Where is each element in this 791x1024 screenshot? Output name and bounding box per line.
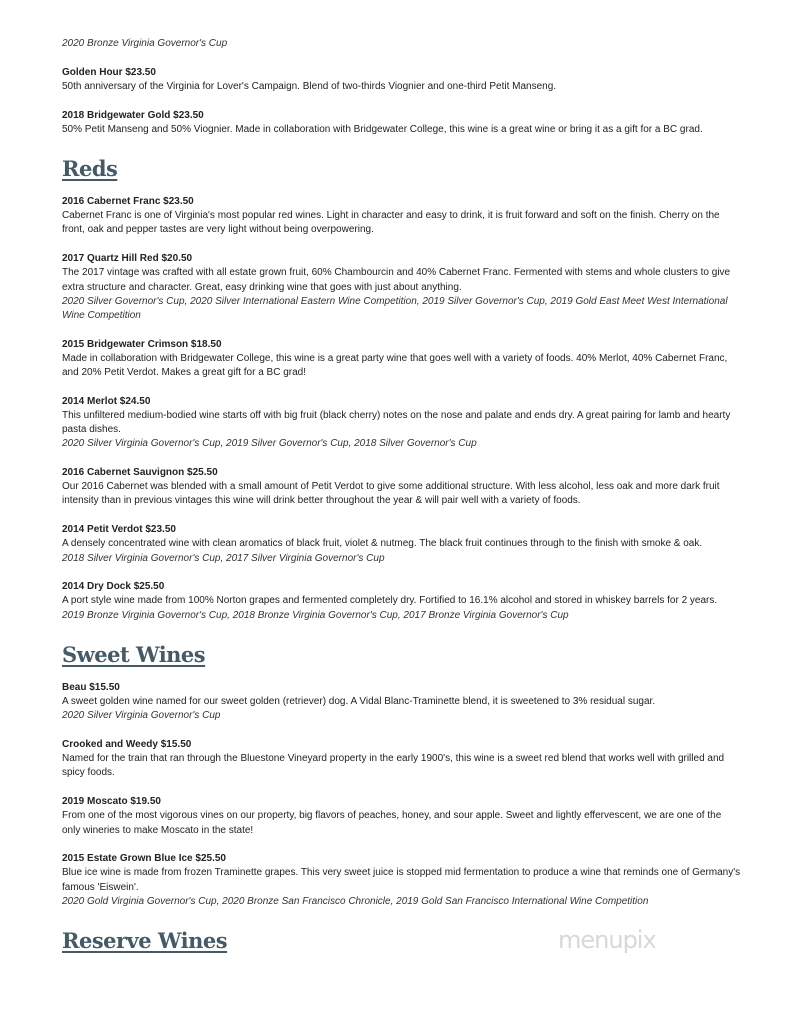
wine-awards: 2020 Gold Virginia Governor's Cup, 2020 Bronze San Francisco Chronicle, 2019 Gold San Francisco International Wine Competition [62,895,649,907]
wine-entry [62,523,742,566]
wine-description: Our 2016 Cabernet was blended with a small amount of Petit Verdot to give some additional structure. With less alcohol, less oak and more dark fruit intensity than in previous vintages this wine will drink better throughout the year & will pair well with a variety of foods. [62,481,720,507]
wine-entry [62,395,742,452]
wine-title: 2016 Cabernet Sauvignon $25.50 [62,467,218,479]
wine-title: 2015 Estate Grown Blue Ice $25.50 [62,853,226,865]
menu-section [62,37,742,137]
wine-title: Beau $15.50 [62,681,120,693]
section-heading: Reserve Wines [62,928,228,954]
wine-title: 2016 Cabernet Franc $23.50 [62,196,194,208]
wine-description: Blue ice wine is made from frozen Traminette grapes. This very sweet juice is stopped mid fermentation to produce a wine that reminds one of Germany's famous 'Eiswein'. [62,867,741,893]
wine-title: 2018 Bridgewater Gold $23.50 [62,109,204,121]
wine-entry [62,580,742,623]
wine-awards: 2020 Silver Virginia Governor's Cup, 2019 Silver Governor's Cup, 2018 Silver Governor's Cup [62,438,477,450]
wine-entry [62,109,742,137]
wine-awards: 2019 Bronze Virginia Governor's Cup, 2018 Bronze Virginia Governor's Cup, 2017 Bronze Virginia Governor's Cup [62,609,569,621]
wine-entry [62,681,742,724]
wine-title: 2015 Bridgewater Crimson $18.50 [62,338,222,350]
wine-description: A densely concentrated wine with clean aromatics of black fruit, violet & nutmeg. The black fruit continues through to the finish with smoke & oak. [62,538,703,550]
wine-description: 50th anniversary of the Virginia for Lover's Campaign. Blend of two-thirds Viognier and one-third Petit Manseng. [62,80,557,92]
wine-entry [62,37,742,51]
wine-description: Named for the train that ran through the Bluestone Vineyard property in the early 1900's, this wine is a sweet red blend that works well with grilled and spicy foods. [62,753,725,779]
menu-section [62,641,742,909]
wine-entry [62,252,742,323]
wine-awards: 2020 Silver Virginia Governor's Cup [62,710,221,722]
wine-title: 2019 Moscato $19.50 [62,796,161,808]
wine-entry [62,852,742,909]
menu-section [62,155,742,623]
wine-description: 50% Petit Manseng and 50% Viognier. Made in collaboration with Bridgewater College, this wine is a great wine or bring it as a gift for a BC grad. [62,123,703,135]
wine-entry [62,338,742,381]
wine-title: Golden Hour $23.50 [62,66,156,78]
section-heading: Sweet Wines [62,641,206,667]
wine-description: A port style wine made from 100% Norton grapes and fermented completely dry. Fortified to 16.1% alcohol and stored in whiskey barrels for 2 years. [62,595,718,607]
wine-description: Made in collaboration with Bridgewater College, this wine is a great party wine that goes well with a variety of foods. 40% Merlot, 40% Cabernet Franc, and 20% Petit Verdot. Makes a great gift for a BC grad! [62,352,728,379]
wine-description: This unfiltered medium-bodied wine starts off with big fruit (black cherry) notes on the nose and palate and ends dry. A great pairing for lamb and hearty pasta dishes. [62,409,731,436]
wine-awards: 2020 Silver Governor's Cup, 2020 Silver International Eastern Wine Competition, 2019 Silver Governor's Cup, 2019 Gold East Meet West International Wine Competition [62,295,728,321]
wine-title: Crooked and Weedy $15.50 [62,739,192,750]
menupix-watermark: menupix [558,926,656,954]
wine-menu [62,37,742,967]
wine-description: A sweet golden wine named for our sweet golden (retriever) dog. A Vidal Blanc-Traminette blend, it is sweetened to 3% residual sugar. [62,696,656,708]
wine-awards: 2018 Silver Virginia Governor's Cup, 2017 Silver Virginia Governor's Cup [62,552,385,564]
wine-entry [62,66,742,94]
wine-title: 2014 Petit Verdot $23.50 [62,524,176,536]
wine-description: Cabernet Franc is one of Virginia's most popular red wines. Light in character and easy to drink, it is fruit forward and soft on the finish. Cherry on the front, oak and pepper tastes are very light without being overpowering. [62,210,720,236]
wine-awards: 2020 Bronze Virginia Governor's Cup [62,38,228,49]
wine-entry [62,466,742,509]
wine-description: From one of the most vigorous vines on our property, big flavors of peaches, honey, and sour apple. Sweet and lightly effervescent, we are one of the only wineries to make Moscato in the state! [62,810,722,836]
section-heading: Reds [62,156,118,182]
wine-title: 2014 Dry Dock $25.50 [62,581,165,593]
wine-entry [62,195,742,238]
wine-entry [62,738,742,781]
wine-title: 2017 Quartz Hill Red $20.50 [62,253,193,265]
wine-title: 2014 Merlot $24.50 [62,395,151,407]
wine-entry [62,795,742,838]
wine-description: The 2017 vintage was crafted with all estate grown fruit, 60% Chambourcin and 40% Cabernet Franc. Fermented with stems and whole clusters to give extra structure and character. Great, easy drinking wine that goes with just about anything. [62,267,731,293]
